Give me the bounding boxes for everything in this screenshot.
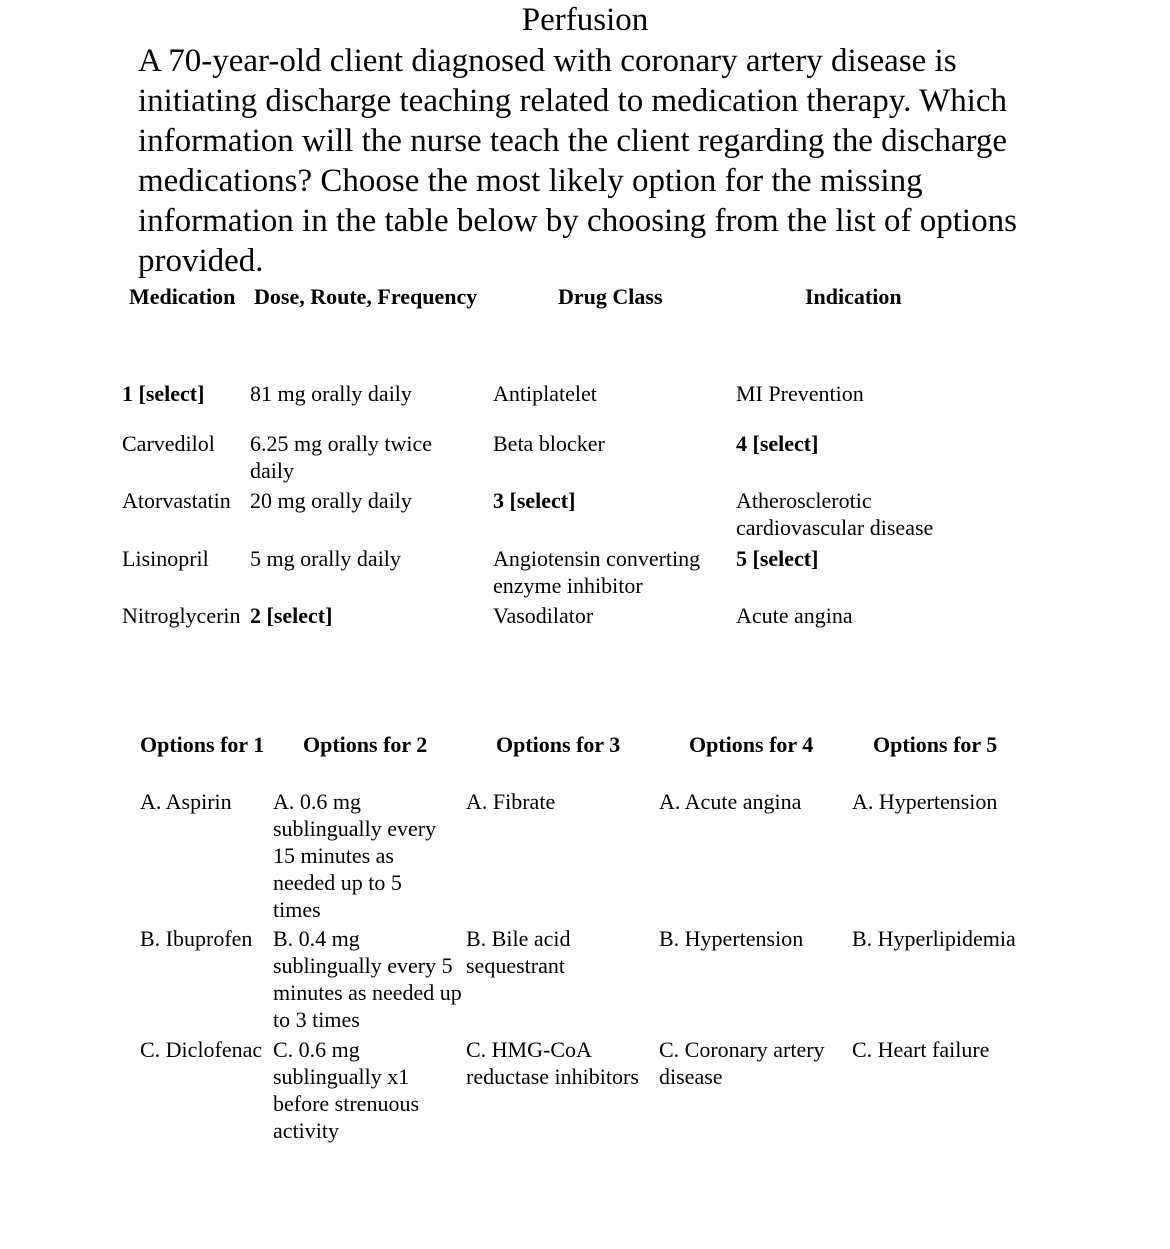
med-header-indication: Indication — [805, 284, 902, 309]
med-dose: 6.25 mg orally twice daily — [250, 431, 433, 483]
select-5[interactable]: 5 [select] — [736, 546, 819, 571]
med-drug-class: Angiotensin converting enzyme inhibitor — [493, 546, 701, 598]
med-drug-class: Antiplatelet — [493, 381, 597, 406]
med-indication: Acute angina — [736, 603, 853, 628]
med-drug-class: Beta blocker — [493, 431, 605, 456]
option-5b[interactable]: B. Hyperlipidemia — [852, 926, 1016, 951]
med-indication: Atherosclerotic cardiovascular disease — [736, 488, 934, 540]
med-dose: 81 mg orally daily — [250, 381, 412, 406]
med-header-medication: Medication — [129, 284, 236, 309]
options-header-5: Options for 5 — [873, 732, 998, 757]
med-dose: 5 mg orally daily — [250, 546, 401, 571]
option-2a[interactable]: A. 0.6 mg sublingually every 15 minutes as needed up to 5 times — [273, 789, 437, 922]
page-title: Perfusion — [521, 2, 649, 38]
med-header-dose: Dose, Route, Frequency — [254, 284, 478, 309]
option-4c[interactable]: C. Coronary artery disease — [659, 1037, 825, 1089]
option-1a[interactable]: A. Aspirin — [140, 789, 232, 814]
select-4[interactable]: 4 [select] — [736, 431, 819, 456]
med-name: Atorvastatin — [122, 488, 231, 513]
option-1b[interactable]: B. Ibuprofen — [140, 926, 253, 951]
option-4a[interactable]: A. Acute angina — [659, 789, 802, 814]
options-header-4: Options for 4 — [689, 732, 814, 757]
option-4b[interactable]: B. Hypertension — [659, 926, 804, 951]
option-5a[interactable]: A. Hypertension — [852, 789, 998, 814]
options-header-1: Options for 1 — [140, 732, 265, 757]
select-1[interactable]: 1 [select] — [122, 381, 205, 406]
option-2c[interactable]: C. 0.6 mg sublingually x1 before strenuous activity — [273, 1037, 420, 1143]
options-header-3: Options for 3 — [496, 732, 621, 757]
option-5c[interactable]: C. Heart failure — [852, 1037, 990, 1062]
option-3c[interactable]: C. HMG-CoA reductase inhibitors — [466, 1037, 639, 1089]
med-header-drug-class: Drug Class — [558, 284, 663, 309]
question-text: A 70-year-old client diagnosed with coronary artery disease is initiating discharge teaching related to medication therapy. Which information will the nurse teach the client regarding the discharge medications? Choose the most likely option for the missing information in the table below by choosing from the list of options provided. — [138, 43, 1017, 279]
select-3[interactable]: 3 [select] — [493, 488, 576, 513]
options-header-2: Options for 2 — [303, 732, 428, 757]
med-name: Nitroglycerin — [122, 603, 241, 628]
option-3a[interactable]: A. Fibrate — [466, 789, 556, 814]
select-2[interactable]: 2 [select] — [250, 603, 333, 628]
med-drug-class: Vasodilator — [493, 603, 594, 628]
med-dose: 20 mg orally daily — [250, 488, 412, 513]
med-name: Carvedilol — [122, 431, 215, 456]
med-name: Lisinopril — [122, 546, 209, 571]
option-1c[interactable]: C. Diclofenac — [140, 1037, 263, 1062]
med-indication: MI Prevention — [736, 381, 864, 406]
option-3b[interactable]: B. Bile acid sequestrant — [466, 926, 571, 978]
option-2b[interactable]: B. 0.4 mg sublingually every 5 minutes as needed up to 3 times — [273, 926, 462, 1032]
